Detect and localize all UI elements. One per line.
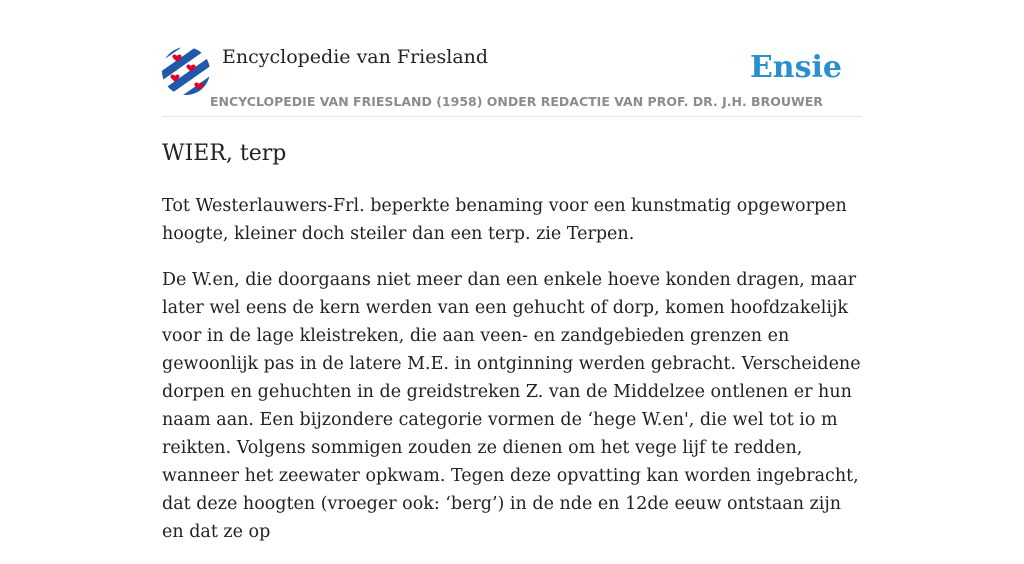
ensie-brand-link[interactable]: Ensie	[749, 50, 842, 85]
frisian-flag-logo-icon[interactable]	[162, 47, 210, 95]
encyclopedia-subtitle: ENCYCLOPEDIE VAN FRIESLAND (1958) ONDER REDACTIE VAN PROF. DR. J.H. BROUWER	[210, 94, 823, 109]
article-paragraph: De W.en, die doorgaans niet meer dan een enkele hoeve konden dragen, maar later wel eens de kern werden van een gehucht of dorp, komen hoofdzakelijk voor in de lage kleistreken, die aan veen- en zandgebieden grenzen en gewoonlijk pas in de latere M.E. in ontginning werden gebracht. Verscheidene dorpen en gehuchten in de greidstreken Z. van de Middelzee ontlenen er hun naam aan. Een bijzondere categorie vormen de ‘hege W.en', die wel tot io m reikten. Volgens sommigen zouden ze dienen om het vege lijf te redden, wanneer het zeewater opkwam. Tegen deze opvatting kan worden ingebracht, dat deze hoogten (vroeger ook: ‘berg’) in de nde en 12de eeuw ontstaan zijn en dat ze op	[162, 270, 861, 542]
site-title[interactable]: Encyclopedie van Friesland	[222, 46, 489, 68]
article	[162, 138, 862, 564]
article-title: WIER, terp	[162, 141, 287, 166]
article-paragraph: Tot Westerlauwers-Frl. beperkte benaming voor een kunstmatig opgeworpen hoogte, kleiner doch steiler dan een terp. zie Terpen.	[162, 196, 847, 244]
site-header	[162, 44, 862, 117]
